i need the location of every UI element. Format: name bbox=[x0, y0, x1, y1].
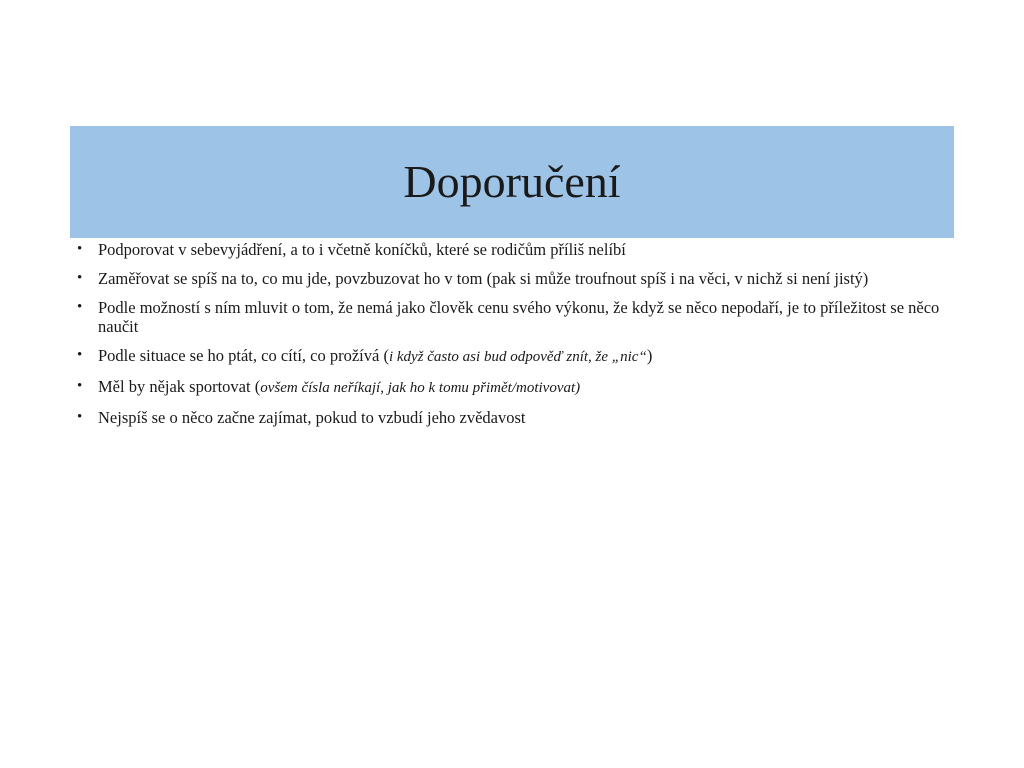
bullet-item bbox=[70, 269, 950, 288]
bullet-item bbox=[70, 346, 950, 367]
bullet-item bbox=[70, 377, 950, 398]
bullet-text: Nejspíš se o něco začne zajímat, pokud to vzbudí jeho zvědavost bbox=[98, 408, 526, 427]
bullet-item bbox=[70, 298, 950, 336]
bullet-icon: • bbox=[77, 347, 83, 363]
bullet-text: Podle možností s ním mluvit o tom, že nemá jako člověk cenu svého výkonu, že když se něco nepodaří, je to příležitost se něco naučit bbox=[98, 298, 940, 336]
bullet-text: Měl by nějak sportovat ( bbox=[98, 377, 261, 396]
bullet-list bbox=[70, 240, 950, 437]
bullet-icon: • bbox=[77, 241, 83, 257]
bullet-text: Podporovat v sebevyjádření, a to i včetně koníčků, které se rodičům příliš nelíbí bbox=[98, 240, 626, 259]
bullet-icon: • bbox=[77, 270, 83, 286]
bullet-text: Zaměřovat se spíš na to, co mu jde, povzbuzovat ho v tom (pak si může troufnout spíš i na věci, v nichž si není jistý) bbox=[98, 269, 869, 288]
bullet-italic-text: i když často asi bud odpověď znít, že „nic“ bbox=[388, 349, 647, 365]
title-band bbox=[70, 126, 954, 238]
bullet-item bbox=[70, 240, 950, 259]
bullet-icon: • bbox=[77, 299, 83, 315]
bullet-item bbox=[70, 408, 950, 427]
bullet-italic-text: ovšem čísla neříkají, jak ho k tomu přimět/motivovat) bbox=[260, 380, 581, 396]
slide-title: Doporučení bbox=[403, 156, 621, 207]
bullet-text-end: ) bbox=[646, 346, 653, 365]
bullet-icon: • bbox=[77, 409, 83, 425]
bullet-text: Podle situace se ho ptát, co cítí, co prožívá ( bbox=[98, 346, 389, 365]
bullet-icon: • bbox=[77, 378, 83, 394]
